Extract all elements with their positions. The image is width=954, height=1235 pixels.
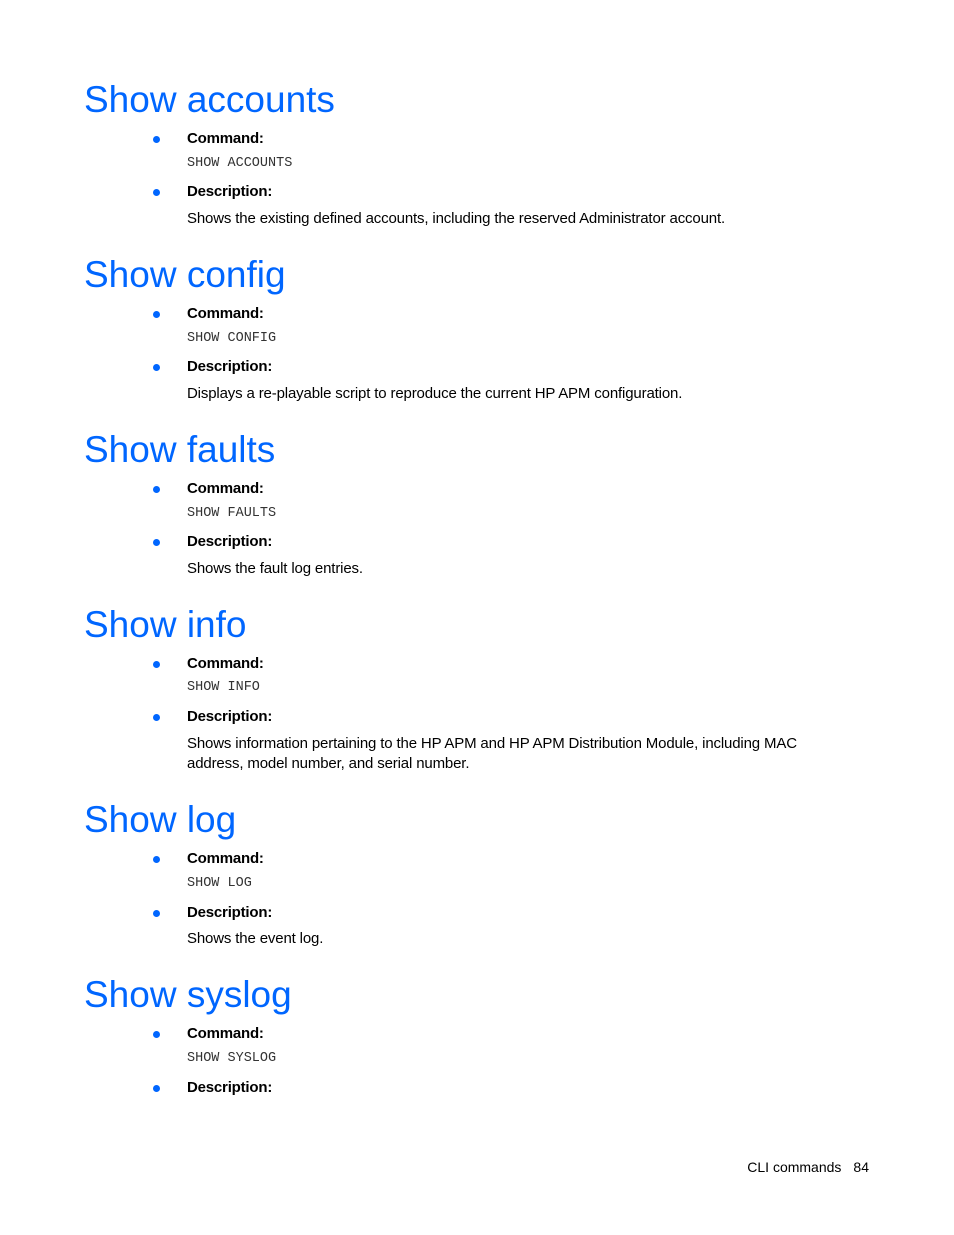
bullet-icon [153, 714, 160, 721]
section-heading: Show faults [84, 429, 276, 470]
command-label: Command: [187, 305, 264, 322]
page-number: 84 [853, 1159, 869, 1175]
description-label: Description: [187, 1079, 273, 1096]
footer-section-name: CLI commands [747, 1159, 842, 1175]
command-label: Command: [187, 480, 264, 497]
description-text: Shows the existing defined accounts, including the reserved Administrator account. [187, 210, 726, 227]
command-code: SHOW ACCOUNTS [187, 156, 293, 171]
description-label: Description: [187, 904, 273, 921]
command-code: SHOW SYSLOG [187, 1051, 277, 1066]
bullet-icon [153, 311, 160, 318]
description-label: Description: [187, 183, 273, 200]
command-label: Command: [187, 655, 264, 672]
description-label: Description: [187, 358, 273, 375]
command-code: SHOW CONFIG [187, 331, 277, 346]
section-heading: Show info [84, 604, 247, 645]
command-label: Command: [187, 130, 264, 147]
description-text: Shows the event log. [187, 930, 324, 947]
description-text: Displays a re-playable script to reproduce the current HP APM configuration. [187, 385, 683, 402]
command-label: Command: [187, 1025, 264, 1042]
bullet-icon [153, 1085, 160, 1092]
bullet-icon [153, 136, 160, 143]
command-code: SHOW LOG [187, 876, 252, 891]
bullet-icon [153, 661, 160, 668]
page-footer [747, 1158, 869, 1176]
bullet-icon [153, 1031, 160, 1038]
bullet-icon [153, 539, 160, 546]
command-label: Command: [187, 850, 264, 867]
description-text: Shows information pertaining to the HP APM and HP APM Distribution Module, including MAC address, model number, and serial number. [187, 735, 797, 772]
command-code: SHOW INFO [187, 680, 260, 695]
section-heading: Show syslog [84, 974, 292, 1015]
bullet-icon [153, 189, 160, 196]
section-heading: Show config [84, 254, 286, 295]
description-label: Description: [187, 708, 273, 725]
description-text: Shows the fault log entries. [187, 560, 363, 577]
bullet-icon [153, 856, 160, 863]
section-heading: Show log [84, 799, 237, 840]
description-label: Description: [187, 533, 273, 550]
command-code: SHOW FAULTS [187, 506, 277, 521]
bullet-icon [153, 486, 160, 493]
section-heading: Show accounts [84, 79, 335, 120]
bullet-icon [153, 910, 160, 917]
bullet-icon [153, 364, 160, 371]
